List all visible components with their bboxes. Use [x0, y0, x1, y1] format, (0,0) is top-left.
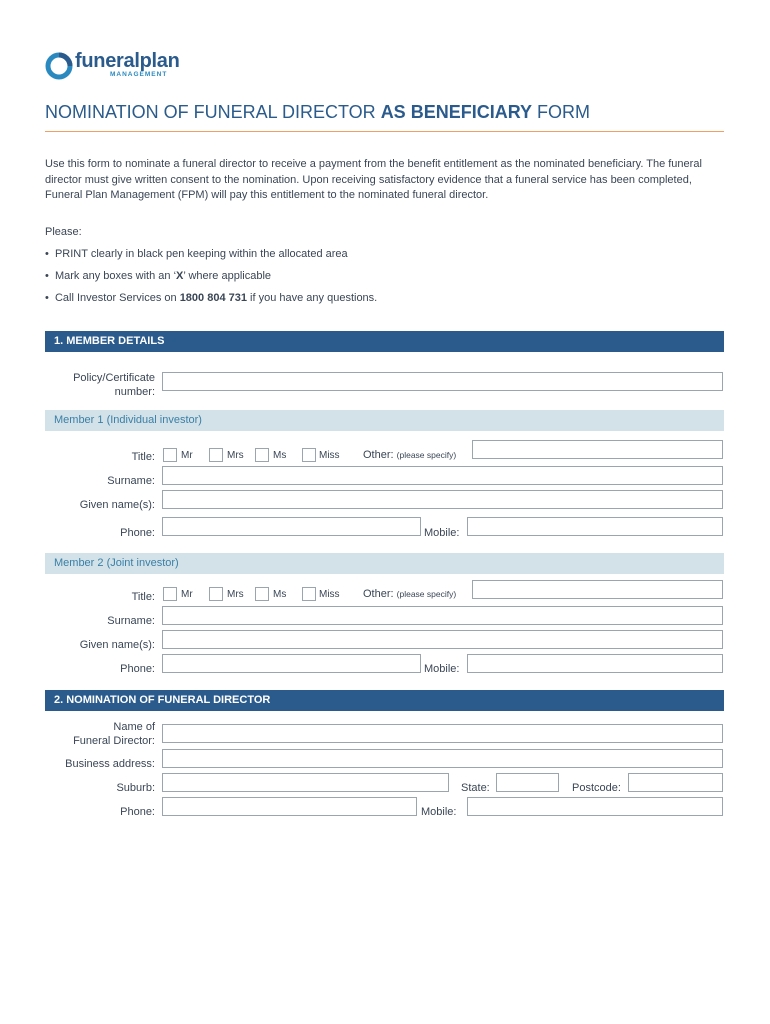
member2-header: Member 2 (Joint investor)	[45, 553, 724, 574]
page-title: NOMINATION OF FUNERAL DIRECTOR AS BENEFICIARY FORM	[45, 102, 591, 122]
bullet-mark-boxes: • Mark any boxes with an ‘X’ where applicable	[45, 270, 272, 282]
logo-brand: funeralplan	[75, 50, 180, 72]
member2-title-ms-checkbox[interactable]	[255, 587, 269, 601]
logo-subtitle: MANAGEMENT	[110, 71, 168, 78]
director-phone-input[interactable]	[162, 797, 417, 816]
member1-title-label: Title:	[131, 451, 155, 463]
policy-number-label: Policy/Certificate number:	[73, 372, 155, 398]
suburb-input[interactable]	[162, 773, 449, 792]
member2-title-miss-label: Miss	[319, 589, 340, 600]
member1-title-miss-label: Miss	[319, 450, 340, 461]
member1-mobile-input[interactable]	[467, 517, 723, 536]
intro-paragraph: Use this form to nominate a funeral director to receive a payment from the benefit entitlement as the nominated beneficiary. The funeral director must give written consent to the nomination. Upon receiving satisfactory evidence that a funeral service has been completed, Funeral Plan Management (FPM) will pay this entitlement to the nominated funeral director.	[45, 158, 702, 201]
logo-swirl-icon	[45, 52, 73, 80]
business-address-input[interactable]	[162, 749, 723, 768]
member1-mobile-label: Mobile:	[424, 527, 460, 539]
member2-phone-label: Phone:	[120, 663, 155, 675]
member1-title-mrs-label: Mrs	[227, 450, 244, 461]
state-label: State:	[461, 782, 490, 794]
member1-title-mr-checkbox[interactable]	[163, 448, 177, 462]
member1-title-miss-checkbox[interactable]	[302, 448, 316, 462]
title-divider	[45, 131, 724, 132]
member1-phone-label: Phone:	[120, 527, 155, 539]
member2-title-mr-checkbox[interactable]	[163, 587, 177, 601]
member2-title-label: Title:	[131, 591, 155, 603]
member1-other-label: Other: (please specify)	[363, 449, 457, 461]
postcode-input[interactable]	[628, 773, 723, 792]
section-nomination-header: 2. NOMINATION OF FUNERAL DIRECTOR	[45, 690, 724, 711]
bullet-call: • Call Investor Services on 1800 804 731 if you have any questions.	[45, 292, 378, 304]
please-label: Please:	[45, 226, 82, 238]
member2-given-names-input[interactable]	[162, 630, 723, 649]
section-member-details-header: 1. MEMBER DETAILS	[45, 331, 724, 352]
member2-title-mrs-checkbox[interactable]	[209, 587, 223, 601]
member2-title-miss-checkbox[interactable]	[302, 587, 316, 601]
member1-title-mr-label: Mr	[181, 450, 193, 461]
member1-given-names-input[interactable]	[162, 490, 723, 509]
director-mobile-label: Mobile:	[421, 806, 457, 818]
member2-surname-label: Surname:	[107, 615, 155, 627]
member1-title-ms-checkbox[interactable]	[255, 448, 269, 462]
postcode-label: Postcode:	[572, 782, 621, 794]
member1-title-mrs-checkbox[interactable]	[209, 448, 223, 462]
member1-phone-input[interactable]	[162, 517, 421, 536]
state-input[interactable]	[496, 773, 559, 792]
member2-title-ms-label: Ms	[273, 589, 287, 600]
funeral-director-name-input[interactable]	[162, 724, 723, 743]
member2-other-label: Other: (please specify)	[363, 588, 457, 600]
member2-title-mrs-label: Mrs	[227, 589, 244, 600]
director-phone-label: Phone:	[120, 806, 155, 818]
member1-given-names-label: Given name(s):	[79, 499, 155, 511]
member2-given-names-label: Given name(s):	[79, 639, 155, 651]
member1-surname-label: Surname:	[107, 475, 155, 487]
member2-phone-input[interactable]	[162, 654, 421, 673]
member2-mobile-input[interactable]	[467, 654, 723, 673]
policy-number-input[interactable]	[162, 372, 723, 391]
business-address-label: Business address:	[65, 758, 155, 770]
member1-other-title-input[interactable]	[472, 440, 723, 459]
member2-mobile-label: Mobile:	[424, 663, 460, 675]
member2-title-mr-label: Mr	[181, 589, 193, 600]
member1-header: Member 1 (Individual investor)	[45, 410, 724, 431]
member2-other-title-input[interactable]	[472, 580, 723, 599]
funeral-director-name-label: Name of Funeral Director:	[73, 721, 155, 747]
bullet-print: • PRINT clearly in black pen keeping within the allocated area	[45, 248, 348, 260]
member1-surname-input[interactable]	[162, 466, 723, 485]
member1-title-ms-label: Ms	[273, 450, 287, 461]
suburb-label: Suburb:	[116, 782, 155, 794]
director-mobile-input[interactable]	[467, 797, 723, 816]
member2-surname-input[interactable]	[162, 606, 723, 625]
